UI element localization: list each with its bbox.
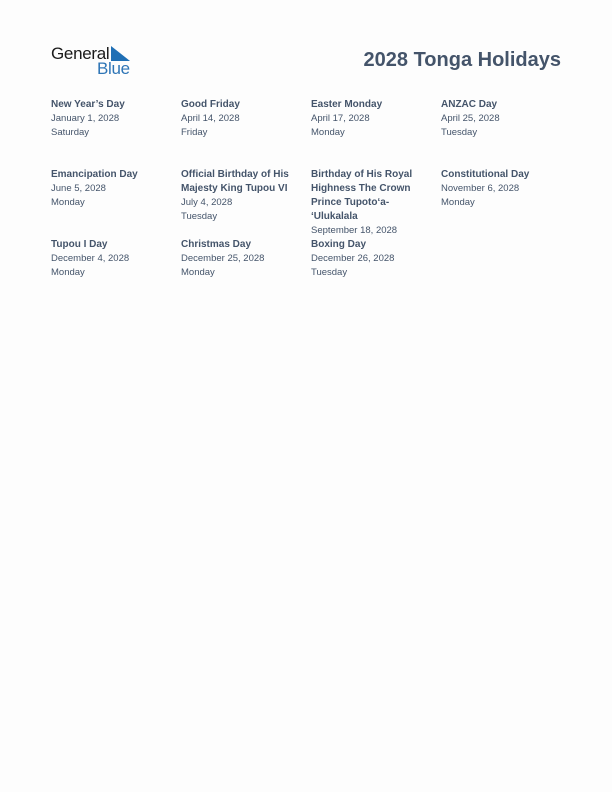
holiday-weekday: Monday: [181, 266, 215, 278]
holiday-weekday: Monday: [51, 266, 85, 278]
holiday-item: [441, 168, 559, 209]
holiday-date: April 17, 2028: [311, 113, 370, 124]
holiday-weekday: Monday: [441, 196, 475, 208]
holiday-item: [51, 98, 169, 139]
holiday-item: [311, 238, 429, 279]
holiday-date: December 4, 2028: [51, 253, 130, 264]
page-title: 2028 Tonga Holidays: [363, 49, 561, 71]
holiday-name: Official Birthday of His Majesty King Tupou VI: [181, 169, 289, 194]
holiday-date: January 1, 2028: [51, 113, 120, 124]
holiday-weekday: Tuesday: [311, 266, 348, 278]
holiday-name: ANZAC Day: [441, 99, 498, 110]
holiday-name: New Year’s Day: [51, 99, 125, 110]
holiday-item: [311, 98, 429, 139]
holiday-name: Boxing Day: [311, 239, 367, 250]
holiday-date: December 26, 2028: [311, 253, 395, 264]
holiday-date: November 6, 2028: [441, 183, 520, 194]
holiday-date: April 25, 2028: [441, 113, 500, 124]
holiday-item: [181, 98, 299, 139]
holiday-name: Birthday of His Royal Highness The Crown Prince Tupotoʻa-ʻUlukalala: [311, 169, 413, 222]
holiday-item: [181, 168, 299, 223]
logo-text-general: General: [51, 44, 110, 63]
holiday-weekday: Saturday: [51, 126, 90, 138]
holiday-date: July 4, 2028: [181, 197, 233, 208]
holiday-name: Good Friday: [181, 99, 240, 110]
holiday-weekday: Monday: [51, 196, 85, 208]
holiday-weekday: Tuesday: [181, 210, 218, 222]
holiday-item: [311, 168, 429, 238]
holiday-weekday: Tuesday: [441, 126, 478, 138]
holiday-item: [51, 238, 169, 279]
logo-text-blue: Blue: [97, 59, 130, 78]
holiday-weekday: Monday: [311, 126, 345, 138]
holiday-name: Easter Monday: [311, 99, 383, 110]
holiday-name: Constitutional Day: [441, 169, 530, 180]
holiday-name: Emancipation Day: [51, 169, 138, 180]
holiday-item: [181, 238, 299, 279]
holiday-date: December 25, 2028: [181, 253, 265, 264]
holiday-date: April 14, 2028: [181, 113, 240, 124]
generalblue-logo: [51, 44, 133, 76]
holiday-date: June 5, 2028: [51, 183, 106, 194]
holiday-name: Tupou I Day: [51, 239, 108, 250]
holiday-weekday: Friday: [181, 126, 208, 138]
holiday-name: Christmas Day: [181, 239, 252, 250]
holiday-item: [441, 98, 559, 139]
holiday-date: September 18, 2028: [311, 225, 398, 236]
holiday-item: [51, 168, 169, 209]
